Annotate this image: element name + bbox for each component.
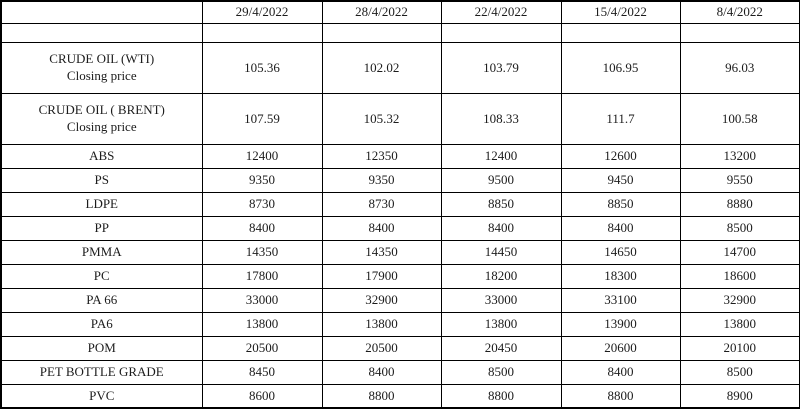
value-cell: 8400 [322,216,441,240]
table-row [1,264,800,288]
row-label-cell [1,93,202,144]
value-cell: 8500 [680,360,800,384]
value-cell [322,23,441,42]
table-row [1,93,800,144]
table-row [1,144,800,168]
table-row [1,168,800,192]
value-cell: 9350 [322,168,441,192]
date-header: 8/4/2022 [680,1,800,23]
row-label-cell: LDPE [1,192,202,216]
date-header: 15/4/2022 [561,1,680,23]
value-cell: 14650 [561,240,680,264]
value-cell: 8500 [680,216,800,240]
value-cell [202,23,322,42]
table-row [1,192,800,216]
value-cell: 8850 [441,192,561,216]
value-cell: 20600 [561,336,680,360]
value-cell: 13800 [441,312,561,336]
row-sublabel: Closing price [66,119,137,135]
value-cell: 8400 [441,216,561,240]
value-cell: 12400 [441,144,561,168]
date-header-row [1,1,800,23]
row-label-cell: PET BOTTLE GRADE [1,360,202,384]
value-cell: 12350 [322,144,441,168]
value-cell: 14350 [322,240,441,264]
value-cell: 18600 [680,264,800,288]
row-label-cell [1,23,202,42]
value-cell: 12600 [561,144,680,168]
value-cell: 103.79 [441,42,561,93]
row-label: CRUDE OIL ( BRENT) [38,101,165,117]
table-row [1,240,800,264]
table-row [1,384,800,408]
table-row [1,288,800,312]
row-sublabel: Closing price [66,68,137,84]
row-label-cell: PS [1,168,202,192]
row-label-cell: PC [1,264,202,288]
value-cell: 9450 [561,168,680,192]
value-cell: 20500 [322,336,441,360]
row-label-cell: POM [1,336,202,360]
value-cell: 32900 [322,288,441,312]
row-label-cell: PVC [1,384,202,408]
value-cell: 96.03 [680,42,800,93]
value-cell: 13900 [561,312,680,336]
table-body [1,23,800,408]
value-cell [561,23,680,42]
value-cell: 8800 [561,384,680,408]
value-cell: 14350 [202,240,322,264]
table-row [1,23,800,42]
row-label-cell: PA 66 [1,288,202,312]
value-cell: 18300 [561,264,680,288]
value-cell: 14700 [680,240,800,264]
value-cell: 8500 [441,360,561,384]
value-cell: 8400 [561,360,680,384]
value-cell: 9350 [202,168,322,192]
value-cell: 105.36 [202,42,322,93]
value-cell: 108.33 [441,93,561,144]
value-cell: 12400 [202,144,322,168]
value-cell: 13800 [680,312,800,336]
row-label-cell [1,42,202,93]
value-cell: 9500 [441,168,561,192]
value-cell: 8400 [202,216,322,240]
value-cell: 9550 [680,168,800,192]
value-cell: 13800 [322,312,441,336]
date-header: 28/4/2022 [322,1,441,23]
value-cell: 8730 [202,192,322,216]
value-cell: 20500 [202,336,322,360]
value-cell: 8730 [322,192,441,216]
row-label: CRUDE OIL (WTI) [49,50,155,66]
date-header: 22/4/2022 [441,1,561,23]
table-row [1,336,800,360]
value-cell: 13800 [202,312,322,336]
value-cell: 18200 [441,264,561,288]
row-label-cell: PMMA [1,240,202,264]
value-cell: 33000 [441,288,561,312]
value-cell: 32900 [680,288,800,312]
value-cell: 17800 [202,264,322,288]
corner-cell [1,1,202,23]
table-row [1,312,800,336]
value-cell: 8900 [680,384,800,408]
value-cell: 13200 [680,144,800,168]
value-cell: 14450 [441,240,561,264]
table-row [1,360,800,384]
value-cell: 111.7 [561,93,680,144]
value-cell: 106.95 [561,42,680,93]
value-cell: 17900 [322,264,441,288]
value-cell [441,23,561,42]
value-cell: 20450 [441,336,561,360]
value-cell: 105.32 [322,93,441,144]
value-cell: 102.02 [322,42,441,93]
value-cell: 8800 [322,384,441,408]
value-cell [680,23,800,42]
value-cell: 8600 [202,384,322,408]
value-cell: 8800 [441,384,561,408]
table-row [1,42,800,93]
value-cell: 8400 [561,216,680,240]
value-cell: 8850 [561,192,680,216]
table-row [1,216,800,240]
value-cell: 8450 [202,360,322,384]
row-label-cell: PA6 [1,312,202,336]
value-cell: 20100 [680,336,800,360]
row-label-cell: PP [1,216,202,240]
value-cell: 33000 [202,288,322,312]
value-cell: 8400 [322,360,441,384]
date-header: 29/4/2022 [202,1,322,23]
value-cell: 33100 [561,288,680,312]
value-cell: 100.58 [680,93,800,144]
row-label-cell: ABS [1,144,202,168]
value-cell: 8880 [680,192,800,216]
value-cell: 107.59 [202,93,322,144]
